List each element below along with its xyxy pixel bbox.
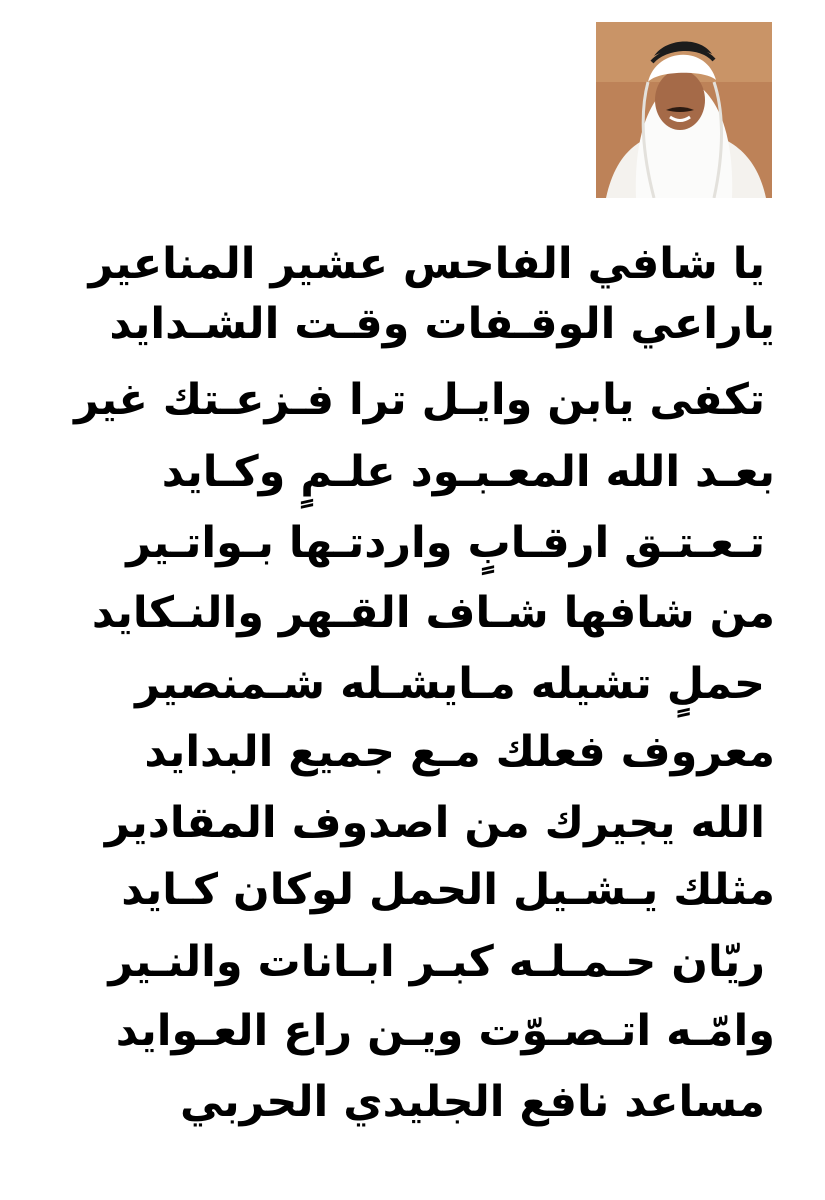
poem-line: يا شافي الفاحس عشير المناعير: [88, 239, 765, 289]
poem-line: ريّان حـمـلـه كبـر ابـانات والنـير: [108, 937, 765, 987]
poem-line: مثلك يـشـيل الحمل لوكان كـايد: [121, 865, 775, 915]
poem-line: تـعـتـق ارقـابٍ واردتـها بـواتـير: [126, 518, 765, 568]
poem-line: تكفى يابن وايـل ترا فـزعـتك غير: [74, 375, 765, 425]
poem-line: الله يجيرك من اصدوف المقادير: [104, 798, 765, 848]
poem-line: من شافها شـاف القـهر والنـكايد: [91, 588, 775, 638]
poem-line: معروف فعلك مـع جميع البدايد: [144, 727, 775, 777]
poem-signature: مساعد نافع الجليدي الحربي: [180, 1077, 765, 1127]
poem-line: حملٍ تشيله مـايشـله شـمنصير: [135, 659, 765, 709]
poem-line: وامّـه اتـصـوّت ويـن راع العـوايد: [115, 1006, 775, 1056]
poem-line: ياراعي الوقـفات وقـت الشـدايد: [109, 299, 775, 349]
poem-line: بعـد الله المعـبـود علـمٍ وكـايد: [161, 447, 775, 497]
